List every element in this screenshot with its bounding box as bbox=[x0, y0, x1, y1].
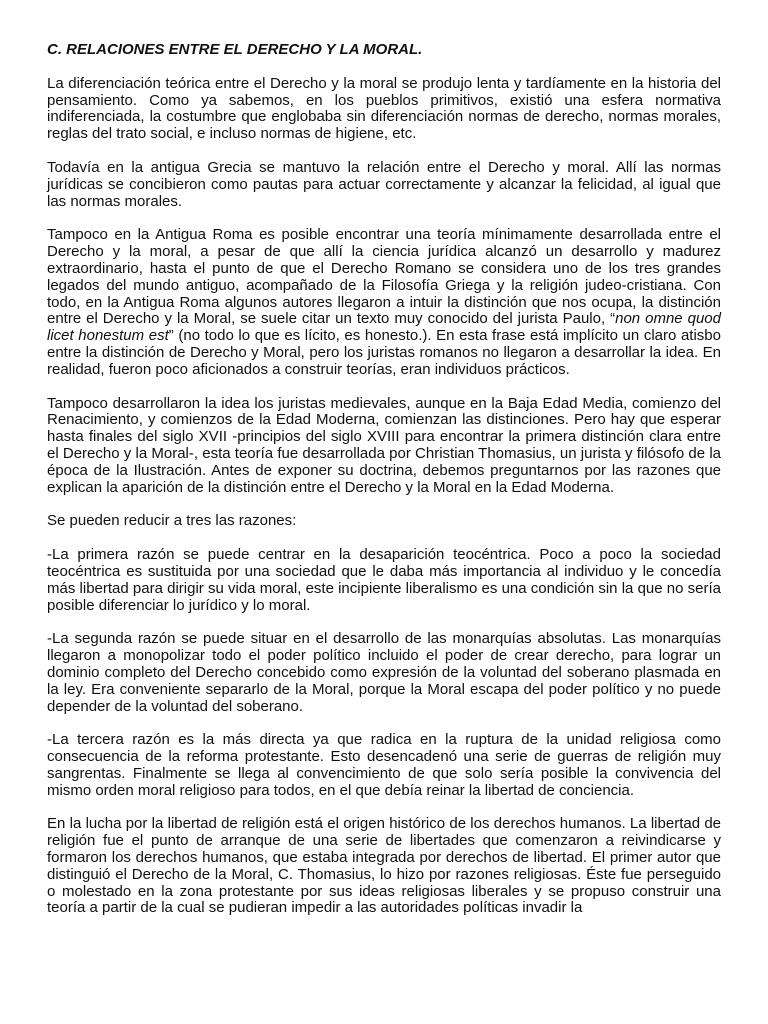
paragraph-3-text-after: ” (no todo lo que es lícito, es honesto.). En esta frase está implícito un claro atisbo entre la distinción de Derecho y Moral, pero los juristas romanos no llegaron a desarrollar la idea. En realidad, fueron poco aficionados a construir teorías, eran individuos prácticos. bbox=[47, 327, 721, 378]
section-heading: C. RELACIONES ENTRE EL DERECHO Y LA MORAL. bbox=[47, 41, 423, 58]
paragraph-1: La diferenciación teórica entre el Derecho y la moral se produjo lenta y tardíamente en la historia del pensamiento. Como ya sabemos, en los pueblos primitivos, existió una esfera normativa indiferenciada, la costumbre que englobaba sin diferenciación normas de derecho, normas morales, reglas del trato social, e incluso normas de higiene, etc. bbox=[47, 74, 721, 143]
paragraph-9: En la lucha por la libertad de religión está el origen histórico de los derechos humanos. La libertad de religión fue el punto de arranque de una serie de libertades que comenzaron a reivindicarse y formaron los derechos humanos, que estaba integrada por derechos de libertad. El primer autor que distinguió el Derecho de la Moral, C. Thomasius, lo hizo por razones religiosas. Éste fue perseguido o molestado en la zona protestante por sus ideas religiosas liberales y se propuso construir una teoría a partir de la cual se pudieran impedir a las autoridades políticas invadir la bbox=[47, 815, 721, 917]
paragraph-8-third-reason: -La tercera razón es la más directa ya que radica en la ruptura de la unidad religiosa como consecuencia de la reforma protestante. Esto desencadenó una serie de guerras de religión muy sangrentas. Finalmente se llega al convencimiento de que solo sería posible la convivencia del mismo orden moral religioso para todos, en el que debía reinar la libertad de conciencia. bbox=[47, 731, 721, 799]
paragraph-4: Tampoco desarrollaron la idea los juristas medievales, aunque en la Baja Edad Media, comienzo del Renacimiento, y comienzos de la Edad Moderna, comienzan las distinciones. Pero hay que esperar hasta finales del siglo XVII -principios del siglo XVIII para encontrar la primera distinción clara entre el Derecho y la Moral-, esta teoría fue desarrollada por Christian Thomasius, un jurista y filósofo de la época de la Ilustración. Antes de exponer su doctrina, debemos preguntarnos por las razones que explican la aparición de la distinción entre el Derecho y la Moral en la Edad Moderna. bbox=[47, 394, 721, 496]
paragraph-3 bbox=[47, 227, 721, 378]
latin-quote: non omne quod licet honestum est bbox=[47, 310, 721, 345]
paragraph-3-text-before: Tampoco en la Antigua Roma es posible encontrar una teoría mínimamente desarrollada entre el Derecho y la moral, a pesar de que allí la ciencia jurídica alcanzó un desarrollo y madurez extraordinario, hasta el punto de que el Derecho Romano se considera uno de los tres grandes legados del mundo antiguo, acompañado de la Filosofía Griega y la religión judeo-cristiana. Con todo, en la Antigua Roma algunos autores llegaron a intuir la distinción que nos ocupa, la distinción entre el Derecho y la Moral, se suele citar un texto muy conocido del jurista Paulo, “ bbox=[47, 226, 721, 328]
paragraph-2: Todavía en la antigua Grecia se mantuvo la relación entre el Derecho y moral. Allí las normas jurídicas se concibieron como pautas para actuar correctamente y alcanzar la felicidad, al igual que las normas morales. bbox=[47, 158, 721, 210]
document-page bbox=[47, 42, 721, 917]
paragraph-5: Se pueden reducir a tres las razones: bbox=[47, 512, 297, 530]
paragraph-7-second-reason: -La segunda razón se puede situar en el desarrollo de las monarquías absolutas. Las monarquías llegaron a monopolizar todo el poder político incluido el poder de crear derecho, para lograr un dominio completo del Derecho concebido como expresión de la voluntad del soberano plasmada en la ley. Era conveniente separarlo de la Moral, porque la Moral escapa del poder político y no puede depender de la voluntad del soberano. bbox=[47, 630, 721, 715]
paragraph-6-first-reason: -La primera razón se puede centrar en la desaparición teocéntrica. Poco a poco la sociedad teocéntrica es sustituida por una sociedad que le daba más importancia al individuo y le concedía más libertad para dirigir su vida moral, este incipiente liberalismo es una condición sin la que no sería posible diferenciar lo jurídico y lo moral. bbox=[47, 546, 721, 614]
